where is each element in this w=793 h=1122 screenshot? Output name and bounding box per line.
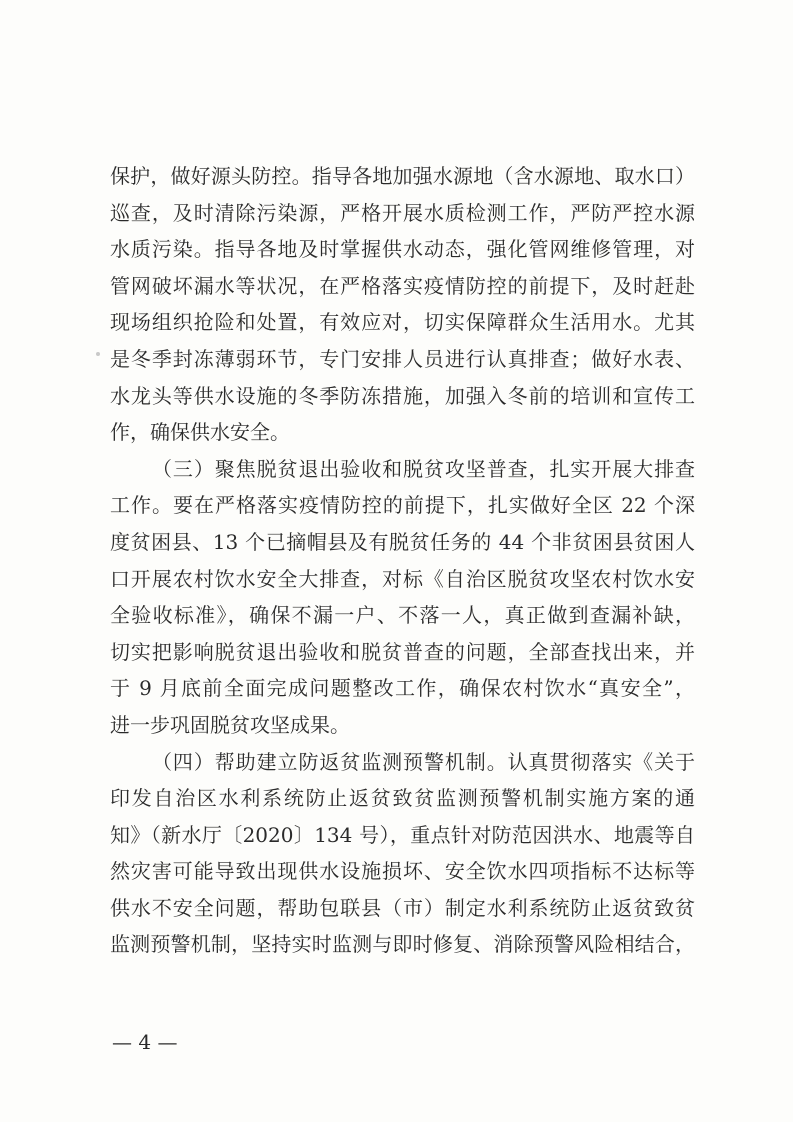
text-line: 水质污染。指导各地及时掌握供水动态，强化管网维修管理，对 [110,237,695,262]
section-heading-line: （三）聚焦脱贫退出验收和脱贫攻坚普查，扎实开展大排查 [152,456,695,481]
scan-speck [96,352,100,356]
text-line: 印发自治区水利系统防止返贫致贫监测预警机制实施方案的通 [110,786,695,811]
text-line: 监测预警机制，坚持实时监测与即时修复、消除预警风险相结合， [110,932,695,957]
text-line: 口开展农村饮水安全大排查，对标《自治区脱贫攻坚农村饮水安 [110,566,695,591]
text-line: 全验收标准》，确保不漏一户、不落一人，真正做到查漏补缺， [110,603,695,628]
text-line: 水龙头等供水设施的冬季防冻措施，加强入冬前的培训和宣传工 [110,383,695,408]
text-line: 现场组织抢险和处置，有效应对，切实保障群众生活用水。尤其 [110,310,695,335]
page-number: — 4 — [112,1030,178,1054]
body-text [110,158,695,963]
text-line: 保护，做好源头防控。指导各地加强水源地（含水源地、取水口） [110,164,695,188]
text-line: 知》（新水厅〔2020〕134 号），重点针对防范因洪水、地震等自 [110,822,695,847]
text-line: 是冬季封冻薄弱环节，专门安排人员进行认真排查；做好水表、 [110,346,695,371]
section-heading-line: （四）帮助建立防返贫监测预警机制。认真贯彻落实《关于 [152,749,695,774]
text-line: 切实把影响脱贫退出验收和脱贫普查的问题，全部查找出来，并 [110,639,695,664]
text-line: 然灾害可能导致出现供水设施损坏、安全饮水四项指标不达标等 [110,859,695,884]
text-line: 巡查，及时清除污染源，严格开展水质检测工作，严防严控水源 [110,200,695,225]
text-line: 工作。要在严格落实疫情防控的前提下，扎实做好全区 22 个深 [110,493,695,518]
text-line: 供水不安全问题，帮助包联县（市）制定水利系统防止返贫致贫 [110,895,695,920]
text-line: 进一步巩固脱贫攻坚成果。 [110,712,350,737]
text-line: 管网破坏漏水等状况，在严格落实疫情防控的前提下，及时赶赴 [110,273,695,298]
text-line: 度贫困县、13 个已摘帽县及有脱贫任务的 44 个非贫困县贫困人 [110,529,695,554]
text-line: 于 9 月底前全面完成问题整改工作，确保农村饮水“真安全”， [110,676,695,701]
text-line: 作，确保供水安全。 [110,420,290,445]
